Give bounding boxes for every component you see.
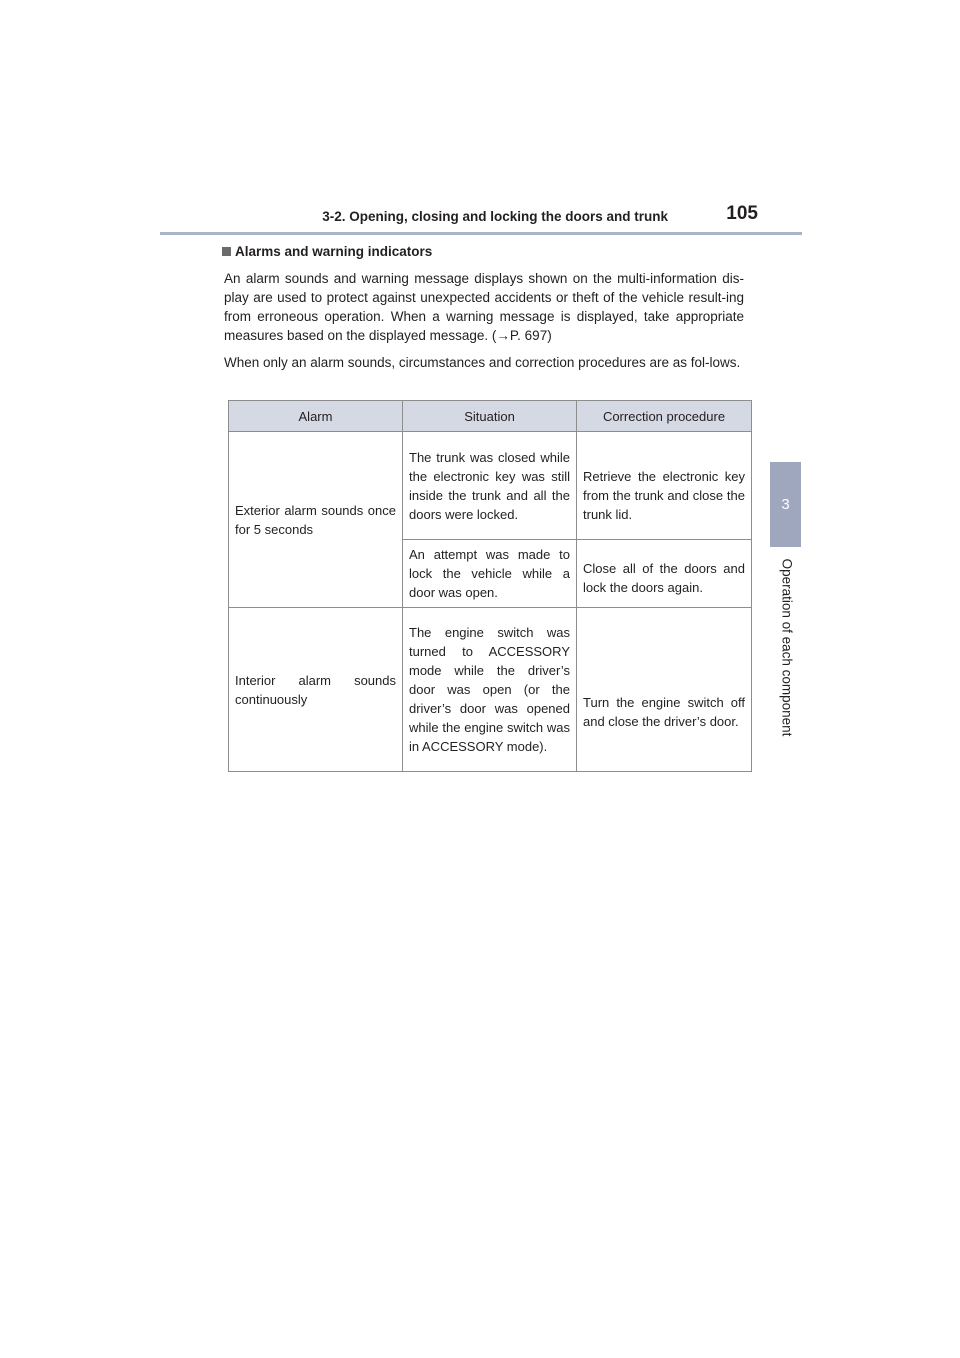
table-row [229,608,752,772]
section-title: 3-2. Opening, closing and locking the doors and trunk [322,209,668,224]
correction-cell: Close all of the doors and lock the doors again. [577,540,752,608]
chapter-tab [770,462,801,547]
page-header [322,200,760,228]
chapter-title: Operation of each component [779,558,795,736]
chapter-label [773,547,801,747]
header-alarm: Alarm [229,401,403,432]
header-divider [160,232,802,235]
situation-cell: An attempt was made to lock the vehicle while a door was open. [403,540,577,608]
page-number: 105 [726,203,758,224]
correction-cell: Turn the engine switch off and close the driver’s door. [577,608,752,772]
table-row [229,432,752,540]
situation-cell: The trunk was closed while the electronic key was still inside the trunk and all the doors were locked. [403,432,577,540]
square-bullet-icon [222,247,231,256]
section-heading-text: Alarms and warning indicators [235,244,433,259]
header-correction-procedure: Correction procedure [577,401,752,432]
alarm-table [228,400,752,772]
chapter-number: 3 [781,496,790,513]
situation-cell: The engine switch was turned to ACCESSORY mode while the driver’s door was open (or the driver’s door was opened while the engine switch was in ACCESSORY mode). [403,608,577,772]
correction-cell: Retrieve the electronic key from the trunk and close the trunk lid. [577,432,752,540]
intro-paragraph: An alarm sounds and warning message displays shown on the multi-information dis-play are used to protect against unexpected accidents or theft of the vehicle result-ing from erroneous operation. When a warning message is displayed, take appropriate measures based on the displayed message. (→P. 697) [224,271,744,343]
header-situation: Situation [403,401,577,432]
alarm-cell: Interior alarm sounds continuously [229,608,403,772]
alarm-cell: Exterior alarm sounds once for 5 seconds [229,432,403,608]
alarm-only-paragraph: When only an alarm sounds, circumstances and correction procedures are as fol-lows. [224,355,741,370]
section-heading [222,244,432,259]
table-header-row [229,401,752,432]
